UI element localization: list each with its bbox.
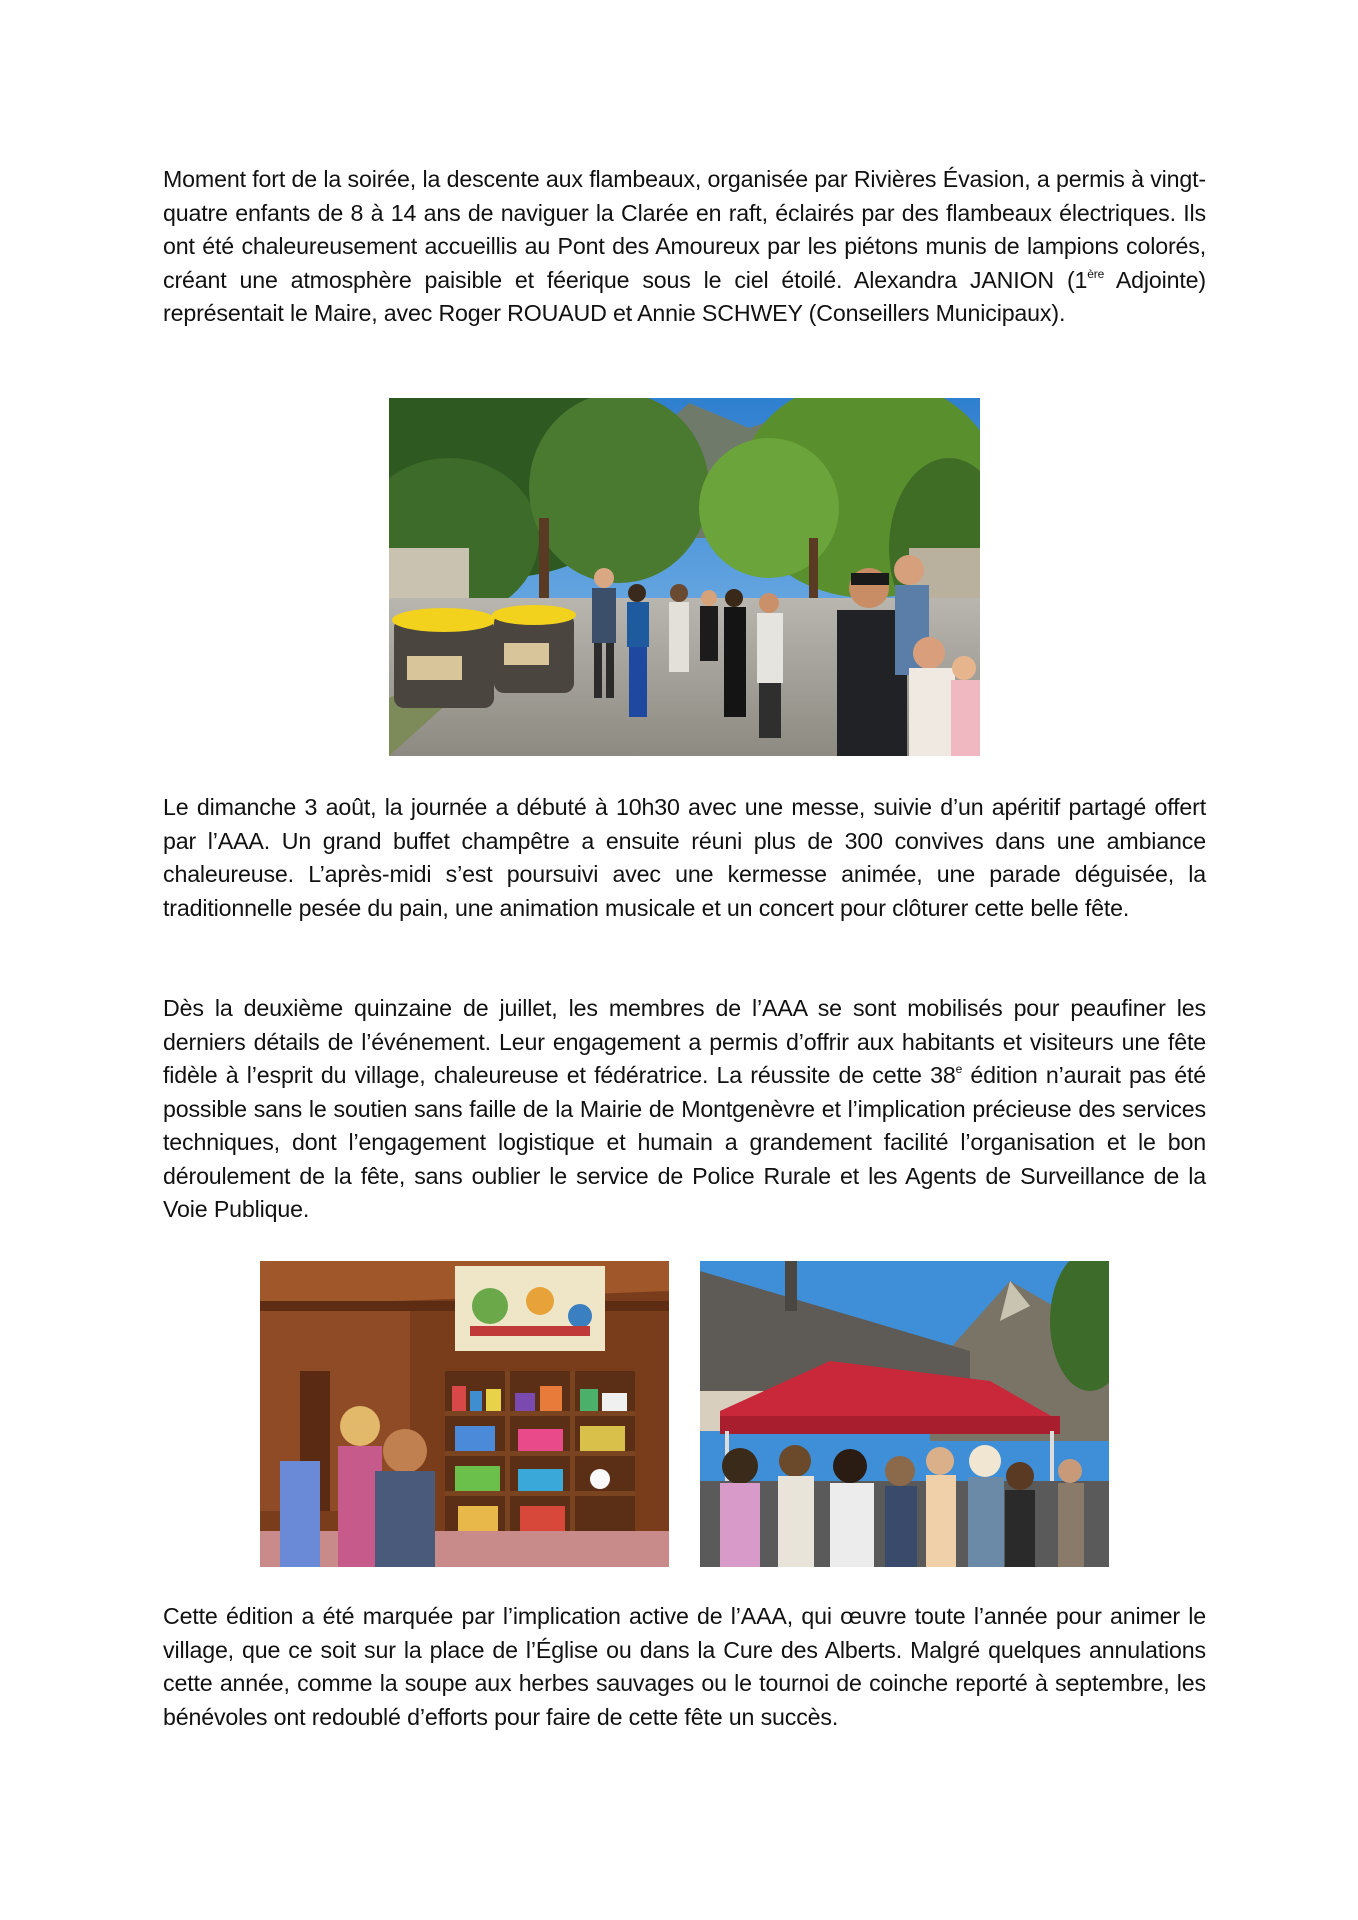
crowd-photo-illustration <box>389 398 980 756</box>
paragraph-torchlight-descent <box>163 163 1206 331</box>
paragraph-preparation-thanks <box>163 992 1206 1227</box>
paragraph-text: édition n’aurait pas été possible sans le soutien sans faille de la Mairie de Montgenèvre et l’implication précieuse des services techniques, dont l’engagement logistique et humain a grandement facilité l’organisation et le bon déroulement de la fête, sans oublier le service de Police Rurale et les Agents de Surveillance de la Voie Publique. <box>163 1062 1206 1222</box>
superscript: ère <box>1087 266 1105 281</box>
crowd-photo <box>389 398 980 756</box>
book-exchange-photo <box>260 1261 669 1567</box>
paragraph-text: Moment fort de la soirée, la descente aux flambeaux, organisée par Rivières Évasion, a permis à vingt-quatre enfants de 8 à 14 ans de naviguer la Clarée en raft, éclairés par des flambeaux électriques. Ils ont été chaleureusement accueillis au Pont des Amoureux par les piétons munis de lampions colorés, créant une atmosphère paisible et féerique sous le ciel étoilé. Alexandra JANION (1 <box>163 166 1206 293</box>
paragraph-aaa-involvement: Cette édition a été marquée par l’implication active de l’AAA, qui œuvre toute l’année pour animer le village, que ce soit sur la place de l’Église ou dans la Cure des Alberts. Malgré quelques annulations cette année, comme la soupe aux herbes sauvages ou le tournoi de coinche reporté à septembre, les bénévoles ont redoublé d’efforts pour faire de cette fête un succès. <box>163 1603 1206 1730</box>
paragraph-text: Dès la deuxième quinzaine de juillet, les membres de l’AAA se sont mobilisés pour peaufiner les derniers détails de l’événement. Leur engagement a permis d’offrir aux habitants et visiteurs une fête fidèle à l’esprit du village, chaleureuse et fédératrice. La réussite de cette 38 <box>163 995 1206 1088</box>
paragraph-text: Adjointe) représentait le Maire, avec Roger ROUAUD et Annie SCHWEY (Conseillers Municipaux). <box>163 266 1206 326</box>
book-exchange-illustration <box>260 1261 669 1567</box>
kermesse-tent-photo <box>700 1261 1109 1567</box>
paragraph-sunday-program: Le dimanche 3 août, la journée a débuté à 10h30 avec une messe, suivie d’un apéritif partagé offert par l’AAA. Un grand buffet champêtre a ensuite réuni plus de 300 convives dans une ambiance chaleureuse. L’après-midi s’est poursuivi avec une kermesse animée, une parade déguisée, la traditionnelle pesée du pain, une animation musicale et un concert pour clôturer cette belle fête. <box>163 794 1206 921</box>
kermesse-tent-illustration <box>700 1261 1109 1567</box>
superscript: e <box>955 1062 963 1076</box>
